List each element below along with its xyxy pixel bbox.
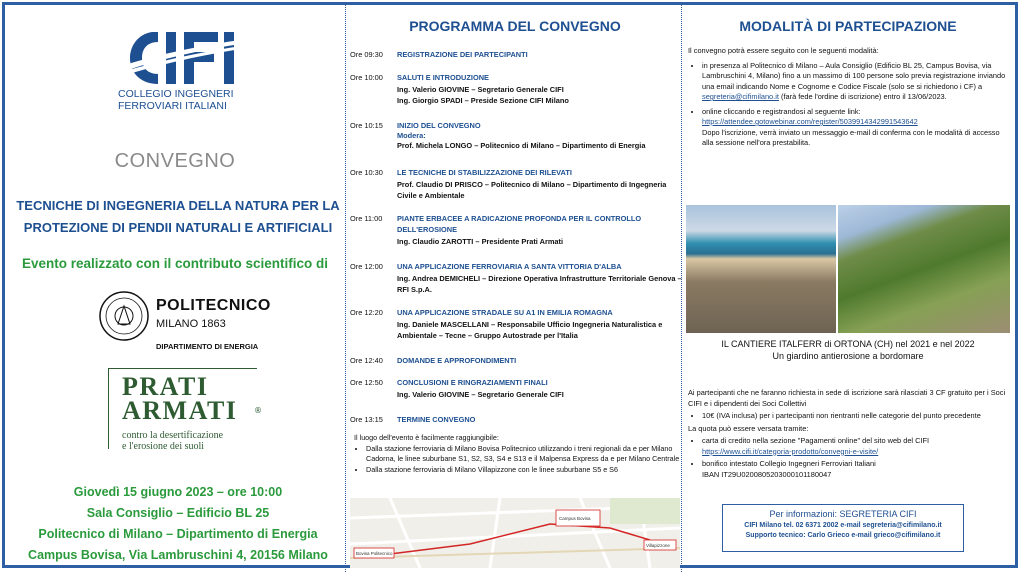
payment-bank-text: • bonifico intestato Collegio Ingegneri Ferroviari Italiani bbox=[702, 459, 876, 468]
credits-info bbox=[688, 388, 1008, 482]
payment-link[interactable]: https://www.cifi.it/categoria-prodotto/convegni-e-visite/ bbox=[702, 446, 879, 456]
left-column bbox=[8, 8, 342, 564]
directions-item: • Dalla stazione ferroviaria di Milano Bovisa Politecnico utilizzando i treni regionali da e per Milano Cadorna, le linee suburbane S1, S2, S3, S4 e S13 e il Malpensa Express da e per Milano Centrale bbox=[366, 444, 680, 463]
contribution-note: Evento realizzato con il contributo scientifico di bbox=[21, 256, 329, 271]
program-title: INIZIO DEL CONVEGNO bbox=[397, 121, 481, 130]
program-title: PIANTE ERBACEE A RADICAZIONE PROFONDA PER IL CONTROLLO DELL'EROSIONE bbox=[397, 214, 642, 234]
polimi-city: MILANO 1863 bbox=[156, 318, 226, 330]
map-label: Villapizzone bbox=[646, 543, 670, 548]
photo-caption bbox=[686, 338, 1010, 362]
polimi-seal-icon bbox=[98, 290, 150, 342]
contact-line-2[interactable]: Supporto tecnico: Carlo Grieco e-mail grieco@cifimilano.it bbox=[745, 532, 941, 539]
option-in-person-text: in presenza al Politecnico di Milano – Aula Consiglio (Edificio BL 25, Campus Bovisa, via Lambruschini 4, Milano) fino a un massimo di 100 persone solo previa registrazione inviando una email indicando Nome e Cognome e Codice Fiscale (solo se si richiedono i CF) a bbox=[702, 60, 1006, 91]
event-venue: Politecnico di Milano – Dipartimento di Energia bbox=[38, 527, 318, 541]
polimi-logo bbox=[98, 290, 298, 360]
speaker-line: Prof. Michela LONGO – Politecnico di Milano – Dipartimento di Energia bbox=[397, 141, 646, 150]
speaker-line: Ing. Daniele MASCELLANI – Responsabile Ufficio Ingegneria Naturalistica e Ambientale – Tecne – Gruppo Autostrade per l'Italia bbox=[397, 320, 663, 340]
credits-intro: Ai partecipanti che ne faranno richiesta in sede di iscrizione sarà rilasciati 3 CF gratuito per i Soci CIFI e i dipendenti dei Soci Collettivi bbox=[688, 388, 1006, 408]
site-photos bbox=[686, 205, 1010, 333]
payment-card-text: • carta di credito nella sezione "Pagamenti online" del sito web del CIFI bbox=[702, 436, 930, 445]
fee-item: • 10€ (IVA inclusa) per i partecipanti non rientranti nelle categorie del punto precedente bbox=[702, 411, 1008, 422]
moderator-label: Modera: bbox=[397, 131, 426, 140]
program-time: Ore 12:50 bbox=[350, 378, 383, 387]
program-title: DOMANDE E APPROFONDIMENTI bbox=[397, 356, 517, 365]
iban: IBAN IT29U0200805203000101180047 bbox=[702, 469, 832, 479]
option-online-text: • online cliccando e registrandosi al seguente link: bbox=[702, 106, 861, 116]
event-address: Campus Bovisa, Via Lambruschini 4, 20156 Milano bbox=[28, 548, 328, 562]
webinar-link[interactable]: https://attendee.gotowebinar.com/register/5039914342991543642 bbox=[702, 117, 918, 126]
speaker-line: Ing. Giorgio SPADI – Preside Sezione CIFI Milano bbox=[397, 96, 569, 105]
participation-intro: Il convegno potrà essere seguito con le seguenti modalità: bbox=[688, 46, 879, 55]
option-online-tail: Dopo l'iscrizione, verrà inviato un messaggio e-mail di conferma con le modalità di accesso alla sessione nell'ora prestabilita. bbox=[702, 127, 1000, 147]
program-heading: PROGRAMMA DEL CONVEGNO bbox=[409, 18, 621, 34]
program-title: REGISTRAZIONE DEI PARTECIPANTI bbox=[397, 50, 528, 59]
payment-bank bbox=[702, 459, 1008, 480]
participation-text bbox=[688, 46, 1008, 153]
org-line-2: FERROVIARI ITALIANI bbox=[118, 100, 227, 112]
program-time: Ore 10:30 bbox=[350, 168, 383, 177]
event-details bbox=[8, 482, 348, 566]
org-line-1: COLLEGIO INGEGNERI bbox=[118, 88, 234, 100]
event-title-line-1: TECNICHE DI INGEGNERIA DELLA NATURA PER LA bbox=[16, 198, 340, 213]
location-map[interactable] bbox=[350, 498, 680, 568]
program-time: Ore 12:20 bbox=[350, 308, 383, 317]
site-photo-2022 bbox=[838, 205, 1010, 333]
directions bbox=[354, 433, 680, 477]
contact-title: Per informazioni: SEGRETERIA CIFI bbox=[769, 509, 917, 519]
registered-icon: ® bbox=[254, 406, 262, 415]
registration-email-link[interactable]: segreteria@cifimilano.it bbox=[702, 92, 779, 101]
program-title: TERMINE CONVEGNO bbox=[397, 415, 476, 424]
contact-box bbox=[722, 504, 964, 552]
event-title-line-2: PROTEZIONE DI PENDII NATURALI E ARTIFICIALI bbox=[23, 220, 333, 235]
cifi-logo-icon bbox=[118, 24, 258, 94]
option-online bbox=[702, 107, 1008, 149]
option-in-person bbox=[702, 61, 1008, 103]
program-time: Ore 12:40 bbox=[350, 356, 383, 365]
speaker-line: Ing. Valerio GIOVINE – Segretario Generale CIFI bbox=[397, 85, 564, 94]
speaker-line: Prof. Claudio DI PRISCO – Politecnico di Milano – Dipartimento di Ingegneria Civile e Ambientale bbox=[397, 180, 667, 200]
prati-line-2: ARMATI bbox=[122, 396, 238, 425]
participation-column bbox=[686, 8, 1010, 564]
program-title: SALUTI E INTRODUZIONE bbox=[397, 73, 489, 82]
map-label: Campus Bovisa bbox=[559, 516, 591, 521]
program-title: LE TECNICHE DI STABILIZZAZIONE DEI RILEVATI bbox=[397, 168, 572, 177]
program-title: UNA APPLICAZIONE STRADALE SU A1 IN EMILIA ROMAGNA bbox=[397, 308, 613, 317]
program-column bbox=[350, 8, 680, 564]
speaker-line: Ing. Valerio GIOVINE – Segretario Generale CIFI bbox=[397, 390, 564, 399]
program-time: Ore 10:15 bbox=[350, 121, 383, 130]
map-label: Bovisa Politecnico bbox=[356, 551, 393, 556]
prati-tagline-1: contro la desertificazione bbox=[122, 430, 224, 441]
event-title bbox=[8, 195, 348, 239]
program-time: Ore 13:15 bbox=[350, 415, 383, 424]
payment-card bbox=[702, 436, 1008, 457]
participation-heading: MODALITÀ DI PARTECIPAZIONE bbox=[739, 18, 957, 34]
prati-line-1: PRATI bbox=[122, 372, 209, 401]
speaker-line: Ing. Claudio ZAROTTI – Presidente Prati Armati bbox=[397, 237, 564, 246]
photo-caption-line-1: IL CANTIERE ITALFERR di ORTONA (CH) nel 2021 e nel 2022 bbox=[721, 339, 975, 349]
event-room: Sala Consiglio – Edificio BL 25 bbox=[86, 506, 270, 520]
speaker-line: Ing. Andrea DEMICHELI – Direzione Operativa Infrastrutture Territoriale Genova – RFI S.p.A. bbox=[397, 274, 682, 294]
polimi-department: DIPARTIMENTO DI ENERGIA bbox=[156, 342, 259, 351]
prati-armati-logo bbox=[108, 368, 278, 463]
photo-caption-line-2: Un giardino antierosione a bordomare bbox=[772, 351, 924, 361]
prati-tagline bbox=[122, 430, 223, 452]
cifi-subtitle bbox=[118, 88, 253, 112]
directions-item: • Dalla stazione ferroviaria di Milano Villapizzone con le linee suburbane S5 e S6 bbox=[366, 465, 680, 474]
program-title: CONCLUSIONI E RINGRAZIAMENTI FINALI bbox=[397, 378, 548, 387]
program-time: Ore 09:30 bbox=[350, 50, 383, 59]
option-in-person-tail: (farà fede l'ordine di iscrizione) entro il 13/06/2023. bbox=[780, 92, 947, 101]
site-photo-2021 bbox=[686, 205, 836, 333]
directions-intro: Il luogo dell'evento è facilmente raggiungibile: bbox=[354, 433, 499, 442]
event-date: Giovedì 15 giugno 2023 – ore 10:00 bbox=[73, 485, 283, 499]
convegno-label: CONVEGNO bbox=[114, 150, 236, 172]
program-title: UNA APPLICAZIONE FERROVIARIA A SANTA VITTORIA D'ALBA bbox=[397, 262, 622, 271]
payment-intro: La quota può essere versata tramite: bbox=[688, 423, 809, 433]
prati-tagline-2: e l'erosione dei suoli bbox=[122, 441, 205, 452]
program-time: Ore 10:00 bbox=[350, 73, 383, 82]
program-time: Ore 12:00 bbox=[350, 262, 383, 271]
program-time: Ore 11:00 bbox=[350, 214, 383, 223]
contact-line-1[interactable]: CIFI Milano tel. 02 6371 2002 e-mail segreteria@cifimilano.it bbox=[744, 522, 942, 529]
polimi-name: POLITECNICO bbox=[156, 297, 271, 314]
